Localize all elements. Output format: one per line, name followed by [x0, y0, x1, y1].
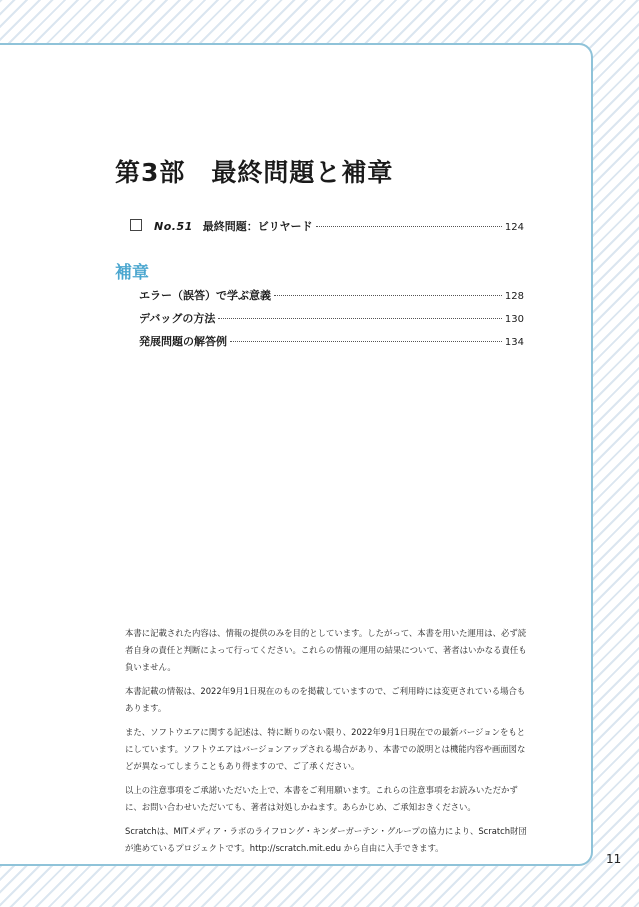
- page-number: 11: [606, 852, 622, 866]
- dot-leader: [316, 226, 502, 227]
- toc-entry-no51[interactable]: [130, 218, 524, 234]
- note-paragraph: 以上の注意事項をご承諾いただいた上で、本書をご利用願います。これらの注意事項をお読みいただかずに、お問い合わせいただいても、著者は対処しかねます。あらかじめ、ご承知おきください。: [125, 785, 518, 812]
- disclaimer-notes: [125, 625, 527, 864]
- checkbox-icon[interactable]: [130, 219, 142, 231]
- note-paragraph: Scratchは、MITメディア・ラボのライフロング・キンダーガーテン・グループの協力により、Scratch財団が進めているプロジェクトです。http://scratch.mit.edu から自由に入手できます。: [125, 826, 527, 853]
- toc-item-errors[interactable]: [139, 287, 524, 303]
- dot-leader: [218, 318, 502, 319]
- note-paragraph: 本書に記載された内容は、情報の提供のみを目的としています。したがって、本書を用いた運用は、必ず読者自身の責任と判断によって行ってください。これらの情報の運用の結果について、著者はいかなる責任も負いません。: [125, 628, 527, 672]
- item-page: 128: [504, 291, 524, 302]
- note-paragraph: また、ソフトウエアに関する記述は、特に断りのない限り、2022年9月1日現在での最新バージョンをもとにしています。ソフトウエアはバージョンアップされる場合があり、本書での説明とは機能内容や画面図などが異なってしまうこともあり得ますので、ご了承ください。: [125, 727, 526, 771]
- toc-item-debug[interactable]: [139, 310, 524, 326]
- toc-item-answers[interactable]: [139, 333, 524, 349]
- item-title: デバッグの方法: [139, 312, 216, 325]
- appendix-heading: 補章: [115, 263, 149, 283]
- note-paragraph: 本書記載の情報は、2022年9月1日現在のものを掲載していますので、ご利用時には変更されている場合もあります。: [125, 686, 526, 713]
- item-title: 発展問題の解答例: [139, 335, 227, 348]
- dot-leader: [230, 341, 502, 342]
- item-page: 134: [504, 337, 524, 348]
- item-title: エラー（誤答）で学ぶ意義: [139, 289, 271, 302]
- entry-title: 最終問題：ビリヤード: [202, 220, 313, 233]
- entry-number: No.51: [154, 220, 193, 233]
- part-title: 第3部 最終問題と補章: [115, 158, 394, 187]
- dot-leader: [274, 295, 502, 296]
- entry-page: 124: [504, 222, 524, 233]
- item-page: 130: [504, 314, 524, 325]
